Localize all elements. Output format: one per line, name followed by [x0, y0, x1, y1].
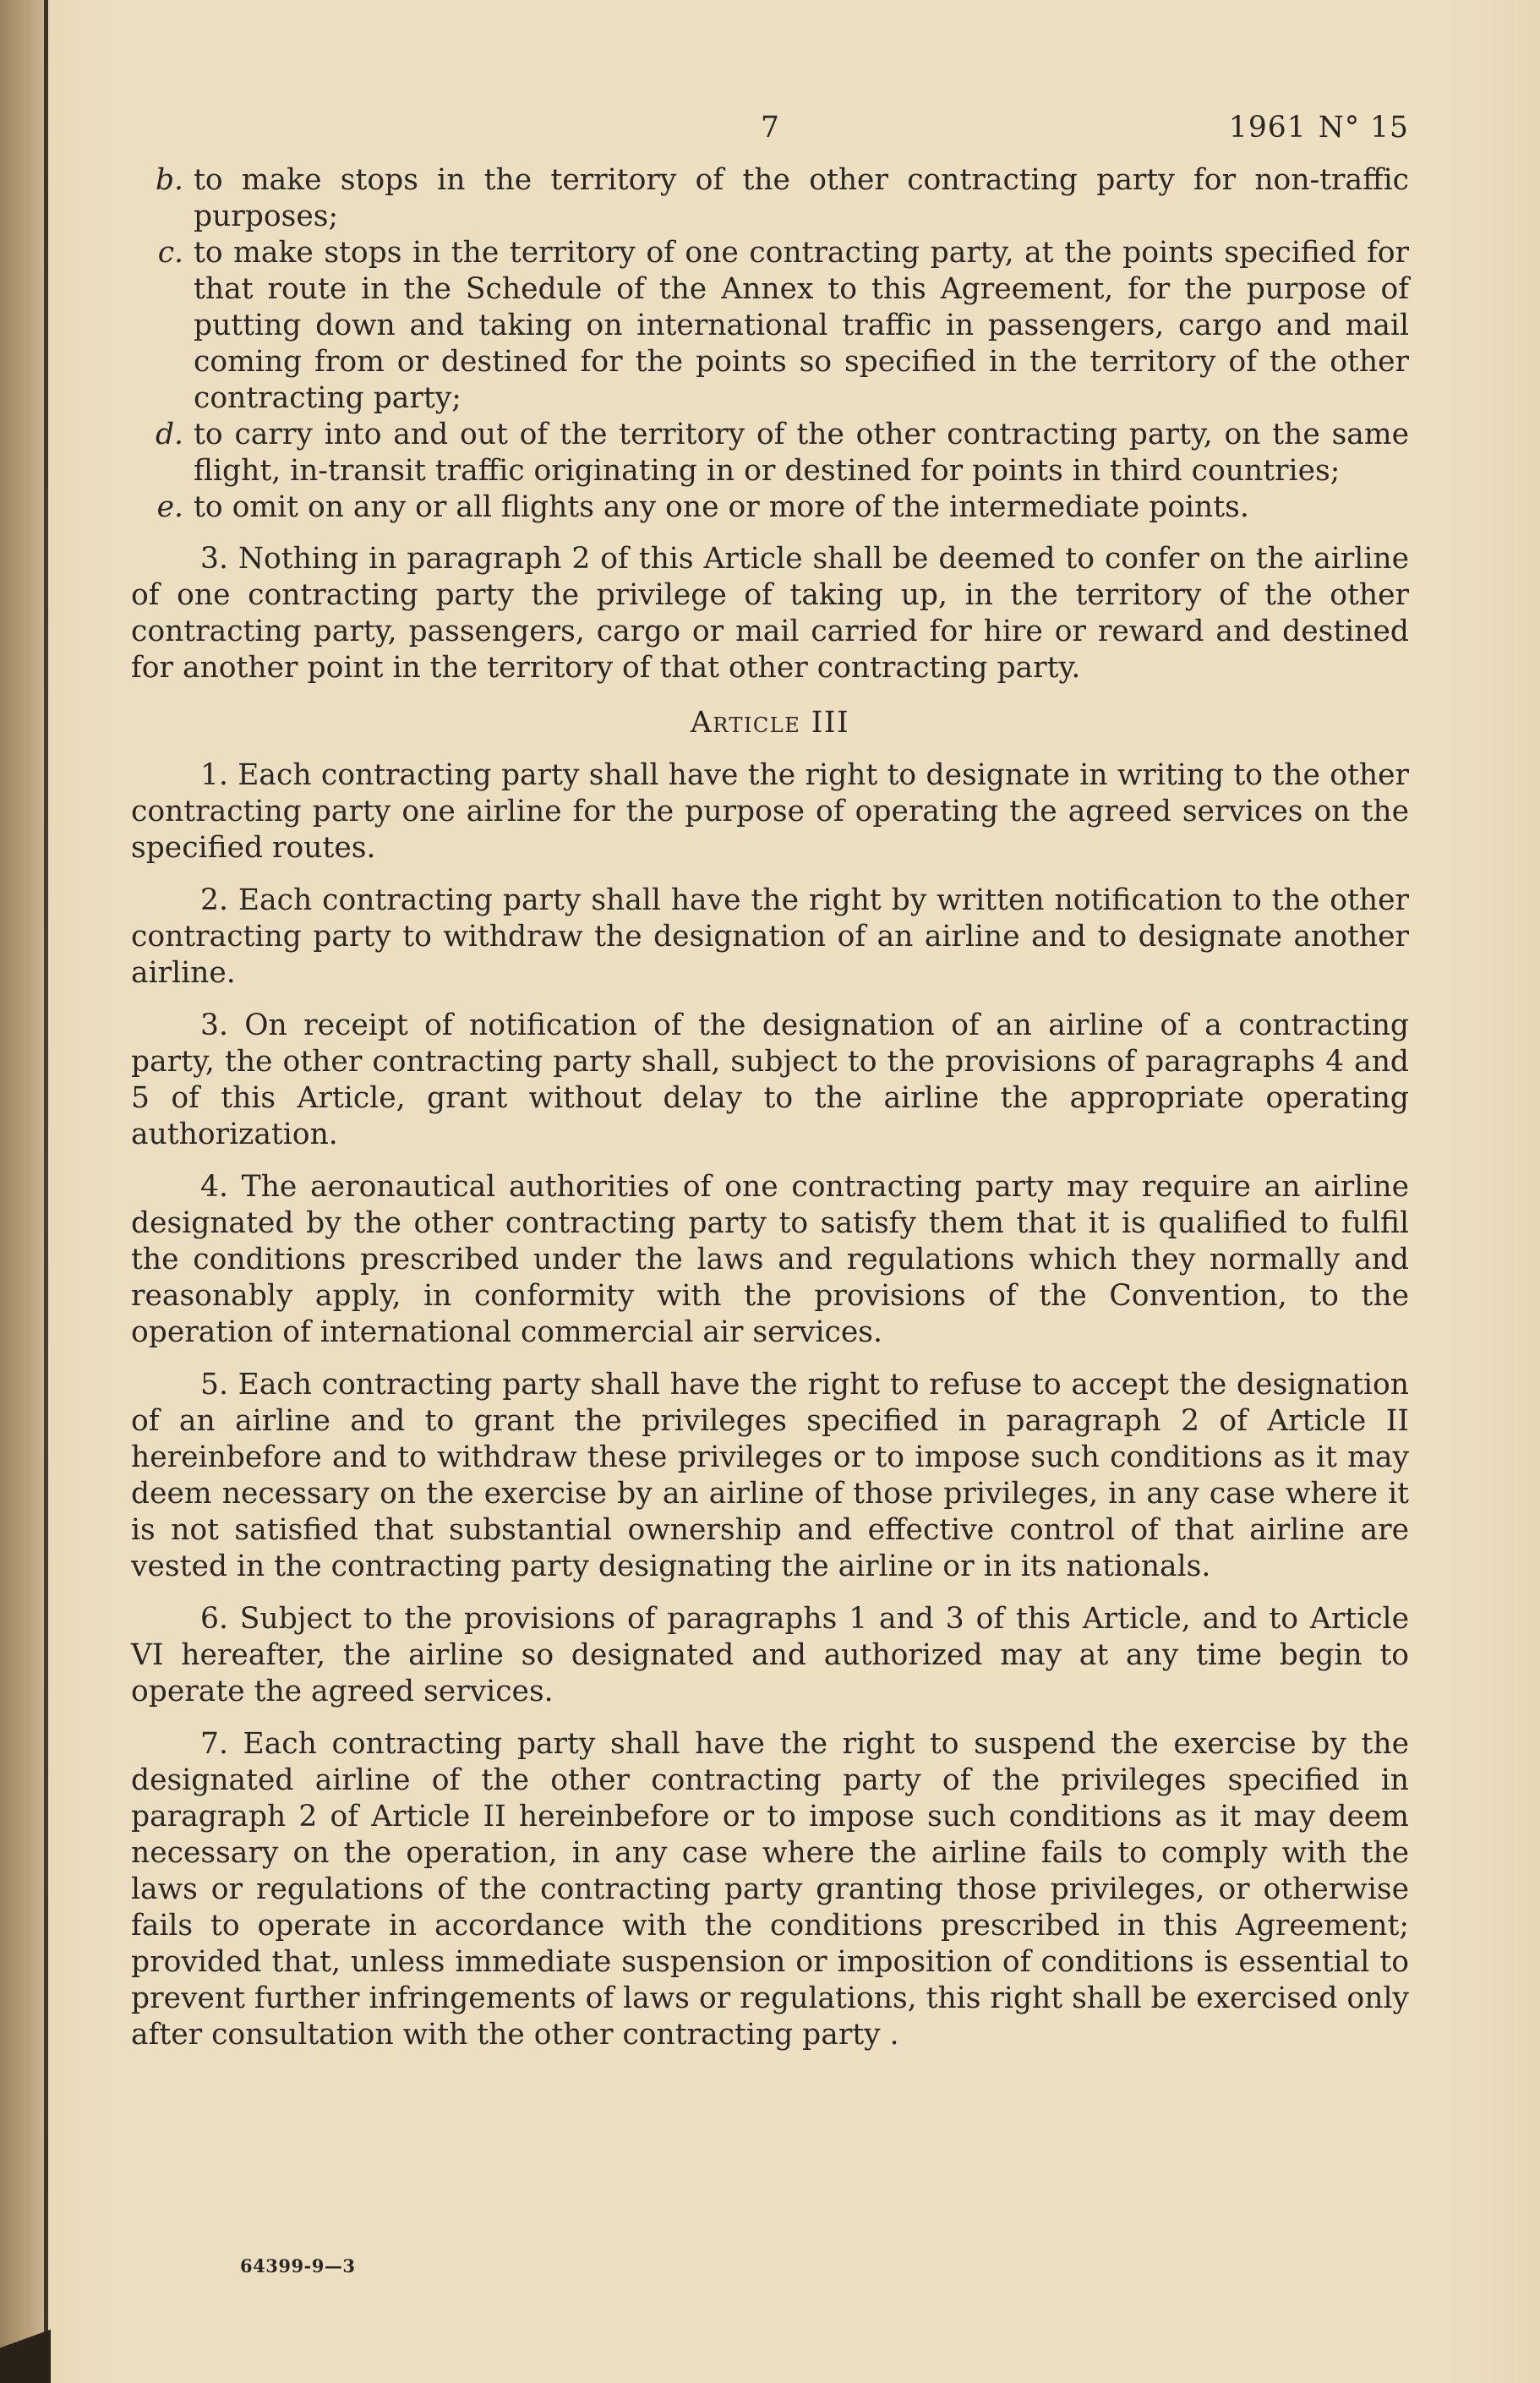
article-iii-paragraph-3: 3. On receipt of notification of the designation of an airline of a contracting party, the other contracting party shall, subject to the provisions of paragraphs 4 and 5 of this Article, grant without delay to the airline the appropriate operating authorization. [131, 1008, 1409, 1151]
page-corner-shadow [0, 2282, 51, 2383]
list-item [131, 235, 1409, 417]
page-number: 7 [761, 111, 779, 145]
article-iii-paragraph-1: 1. Each contracting party shall have the right to designate in writing to the other contracting party one airline for the purpose of operating the agreed services on the specified routes. [131, 758, 1409, 865]
article-iii-paragraph-6: 6. Subject to the provisions of paragraphs 1 and 3 of this Article, and to Article VI hereafter, the airline so designated and authorized may at any time begin to operate the agreed services. [131, 1602, 1409, 1708]
print-code: 64399-9—3 [240, 2255, 356, 2276]
article-ii-paragraph-3: 3. Nothing in paragraph 2 of this Article shall be deemed to confer on the airline of one contracting party the privilege of taking up, in the territory of the other contracting party, passengers, cargo or mail carried for hire or reward and destined for another point in the territory of that other contracting party. [131, 542, 1409, 685]
page-body [131, 110, 1409, 2053]
list-item [131, 162, 1409, 235]
publication-year: 1961 [1228, 111, 1307, 145]
publication-number [1217, 110, 1409, 146]
article-iii-paragraph-5: 5. Each contracting party shall have the right to refuse to accept the designation of an airline and to grant the privileges specified in paragraph 2 of Article II hereinbefore and to withdraw these privileges or to impose such conditions as it may deem necessary on the exercise by an airline of those privileges, in any case where it is not satisfied that substantial ownership and effective control of that airline are vested in the contracting party designating the airline or in its nationals. [131, 1368, 1409, 1583]
list-item-label: d. [155, 418, 183, 451]
list-item-text: to omit on any or all flights any one or more of the intermediate points. [194, 490, 1249, 524]
list-item-label: b. [155, 163, 183, 197]
binding-edge [44, 0, 48, 2383]
binding-shadow [0, 0, 44, 2383]
list-item [131, 489, 1409, 526]
article-iii-paragraph-7: 7. Each contracting party shall have the right to suspend the exercise by the designated airline of the other contracting party of the privileges specified in paragraph 2 of Article II hereinbefore or to impose such conditions as it may deem necessary on the operation, in any case where the airline fails to comply with the laws or regulations of the contracting party granting those privileges, or otherwise fails to operate in accordance with the conditions prescribed in this Agreement; provided that, unless immediate suspension or imposition of conditions is essential to prevent further infringements of laws or regulations, this right shall be exercised only after consultation with the other contracting party . [131, 1727, 1409, 2052]
list-item-text: to make stops in the territory of one contracting party, at the points specified for that route in the Schedule of the Annex to this Agreement, for the purpose of putting down and taking on international traffic in passengers, cargo and mail coming from or destined for the points so specified in the territory of the other contracting party; [194, 236, 1409, 415]
list-item-label: c. [157, 236, 183, 270]
page-header [131, 110, 1409, 162]
article-iii-paragraph-2: 2. Each contracting party shall have the right by written notification to the other contracting party to withdraw the designation of an airline and to designate another airline. [131, 883, 1409, 990]
list-item-text: to carry into and out of the territory of the other contracting party, on the same flight, in-transit traffic originating in or destined for points in third countries; [194, 418, 1409, 488]
publication-issue: N° 15 [1318, 111, 1409, 145]
article-heading: Article III [690, 706, 850, 740]
list-item [131, 417, 1409, 489]
list-item-label: e. [156, 490, 183, 524]
list-item-text: to make stops in the territory of the other contracting party for non-traffic purposes; [194, 163, 1409, 233]
article-iii-paragraph-4: 4. The aeronautical authorities of one contracting party may require an airline designated by the other contracting party to satisfy them that it is qualified to fulfil the conditions prescribed under the laws and regulations which they normally and reasonably apply, in conformity with the provisions of the Convention, to the operation of international commercial air services. [131, 1170, 1409, 1349]
